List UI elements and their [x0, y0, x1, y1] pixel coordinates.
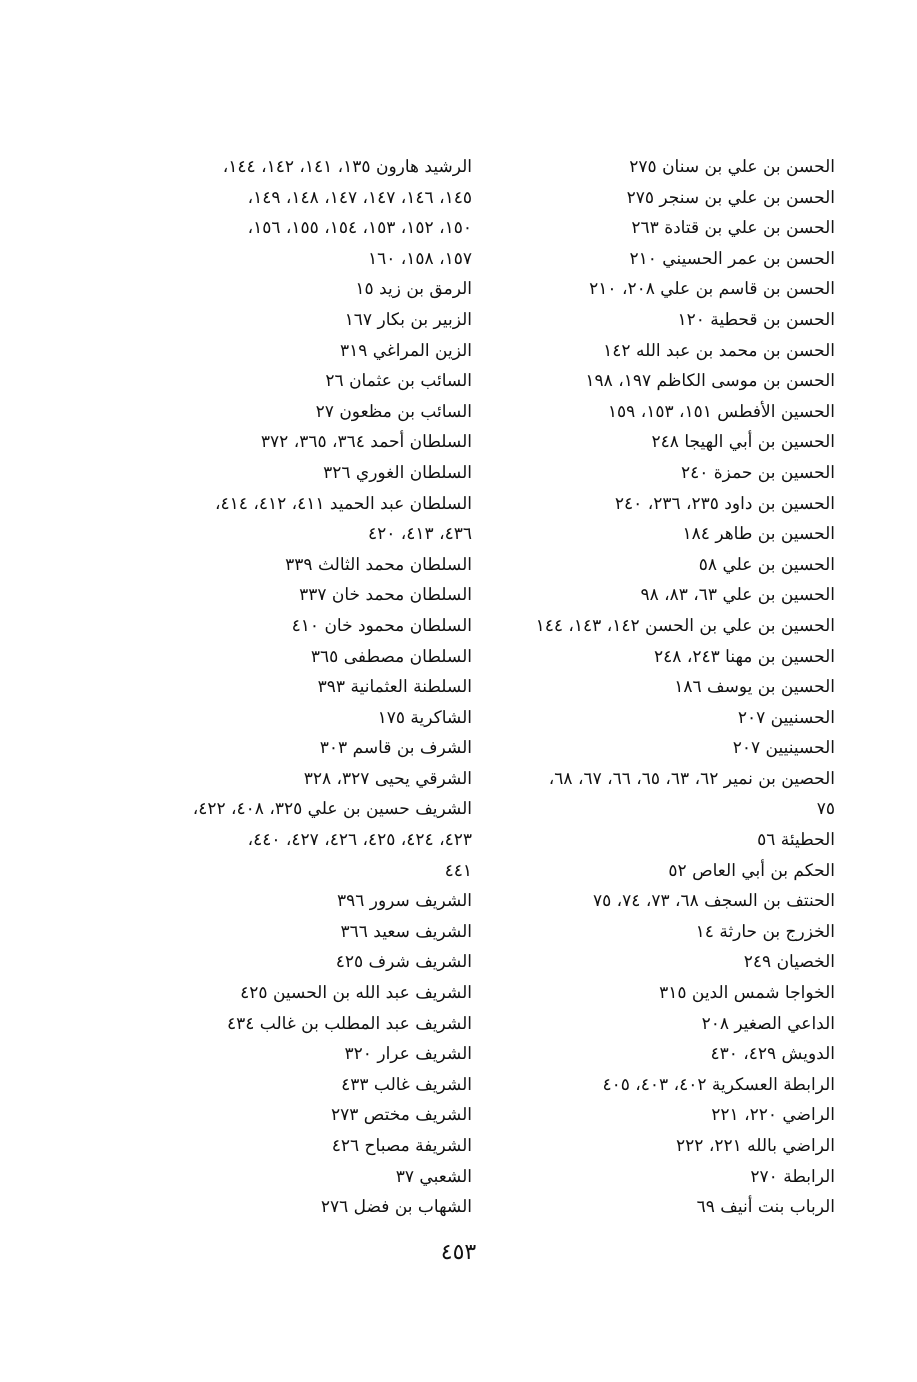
- index-entry: الشريف مختص ٢٧٣: [330, 1105, 472, 1126]
- index-entry: الحسين بن أبي الهيجا ٢٤٨: [651, 432, 835, 453]
- index-entry: ١٥٧، ١٥٨، ١٦٠: [368, 248, 472, 269]
- index-entry: الشريف عبد الله بن الحسين ٤٢٥: [240, 983, 472, 1004]
- index-entry: الحكم بن أبي العاص ٥٢: [668, 860, 835, 881]
- index-entry: الخصيان ٢٤٩: [743, 952, 835, 973]
- index-entry: الشريف سعيد ٣٦٦: [340, 921, 472, 942]
- index-entry: الخزرج بن حارثة ١٤: [695, 921, 835, 942]
- index-entry: الشريف سرور ٣٩٦: [336, 891, 472, 912]
- index-entry: الزبير بن بكار ١٦٧: [344, 309, 472, 330]
- index-entry: الحسين بن حمزة ٢٤٠: [680, 462, 835, 483]
- index-entry: السلطان عبد الحميد ٤١١، ٤١٢، ٤١٤،: [215, 493, 472, 514]
- index-entry: ١٤٥، ١٤٦، ١٤٧، ١٤٧، ١٤٨، ١٤٩،: [247, 187, 472, 208]
- index-entry: الرمق بن زيد ١٥: [355, 279, 472, 300]
- index-entry: ٤٣٦، ٤١٣، ٤٢٠: [368, 524, 472, 545]
- index-entry: الراضي بالله ٢٢١، ٢٢٢: [676, 1136, 835, 1156]
- index-entry: الحسينيين ٢٠٧: [732, 738, 835, 759]
- index-entry: الحسين بن علي بن الحسن ١٤٢، ١٤٣، ١٤٤: [535, 615, 835, 636]
- index-entry: السلطنة العثمانية ٣٩٣: [317, 677, 472, 698]
- index-entry: الحنتف بن السجف ٦٨، ٧٣، ٧٤، ٧٥: [593, 891, 835, 912]
- index-entry: الحسين الأفطس ١٥١، ١٥٣، ١٥٩: [607, 401, 835, 422]
- index-entry: الخواجا شمس الدين ٣١٥: [659, 983, 835, 1004]
- index-entry: السلطان الغوري ٣٢٦: [323, 462, 472, 483]
- index-entry: السائب بن عثمان ٢٦: [325, 371, 472, 392]
- index-entry: الحسين بن علي ٥٨: [698, 554, 835, 575]
- index-entry: الحسن بن علي بن قتادة ٢٦٣: [631, 218, 835, 239]
- index-entry: الحسنيين ٢٠٧: [737, 707, 835, 728]
- index-entry: الحصين بن نمير ٦٢، ٦٣، ٦٥، ٦٦، ٦٧، ٦٨،: [548, 768, 835, 789]
- index-entry: الحسن بن قحطية ١٢٠: [677, 309, 835, 330]
- index-entry: الحسن بن محمد بن عبد الله ١٤٢: [603, 340, 835, 361]
- index-entry: السلطان محمد خان ٣٣٧: [299, 585, 472, 606]
- index-entry: الشاكرية ١٧٥: [377, 707, 472, 728]
- index-entry: الحسين بن داود ٢٣٥، ٢٣٦، ٢٤٠: [614, 493, 835, 514]
- index-entry: الحسن بن قاسم بن علي ٢٠٨، ٢١٠: [589, 279, 835, 300]
- index-entry: الشريف حسين بن علي ٣٢٥، ٤٠٨، ٤٢٢،: [192, 799, 472, 820]
- index-entry: السلطان مصطفى ٣٦٥: [310, 646, 472, 667]
- index-entry: السلطان محمود خان ٤١٠: [291, 615, 472, 636]
- page-number: ٤٥٣: [440, 1240, 477, 1265]
- index-entry: الداعي الصغير ٢٠٨: [701, 1013, 835, 1034]
- index-entry: الشهاب بن فضل ٢٧٦: [320, 1197, 472, 1218]
- index-entry: الشرف بن قاسم ٣٠٣: [319, 738, 472, 759]
- index-entry: الحسين بن طاهر ١٨٤: [682, 524, 835, 545]
- index-entry: السلطان محمد الثالث ٣٣٩: [285, 554, 472, 575]
- index-entry: ٤٢٣، ٤٢٤، ٤٢٥، ٤٢٦، ٤٢٧، ٤٤٠،: [247, 830, 472, 851]
- index-entry: ٧٥: [816, 799, 835, 820]
- index-entry: الحسين بن مهنا ٢٤٣، ٢٤٨: [654, 646, 835, 667]
- index-entry: الشريف عرار ٣٢٠: [344, 1044, 472, 1065]
- index-entry: الحسين بن علي ٦٣، ٨٣، ٩٨: [640, 585, 835, 606]
- index-entry: السائب بن مظعون ٢٧: [315, 401, 472, 422]
- index-entry: الراضي ٢٢٠، ٢٢١: [711, 1105, 835, 1126]
- index-entry: الرشيد هارون ١٣٥، ١٤١، ١٤٢، ١٤٤،: [222, 157, 472, 177]
- index-entry: الحسن بن موسى الكاظم ١٩٧، ١٩٨: [585, 371, 835, 392]
- index-entry: الزين المراغي ٣١٩: [339, 340, 472, 361]
- index-entry: الرباب بنت أنيف ٦٩: [696, 1197, 835, 1218]
- index-entry: الحسن بن علي بن سنان ٢٧٥: [629, 157, 835, 177]
- index-column-right: [505, 152, 835, 1223]
- index-entry: الشريف عبد المطلب بن غالب ٤٣٤: [226, 1013, 472, 1034]
- index-entry: الحطيئة ٥٦: [757, 830, 835, 851]
- index-column-left: [142, 152, 472, 1223]
- index-entry: الحسين بن يوسف ١٨٦: [674, 677, 835, 698]
- index-entry: الشعبي ٣٧: [395, 1166, 472, 1187]
- index-entry: السلطان أحمد ٣٦٤، ٣٦٥، ٣٧٢: [260, 432, 472, 453]
- index-entry: الدويش ٤٢٩، ٤٣٠: [710, 1044, 835, 1065]
- index-entry: الشرقي يحيى ٣٢٧، ٣٢٨: [303, 768, 472, 789]
- index-entry: ٤٤١: [444, 860, 472, 881]
- index-entry: ١٥٠، ١٥٢، ١٥٣، ١٥٤، ١٥٥، ١٥٦،: [247, 218, 472, 239]
- index-entry: الرابطة ٢٧٠: [750, 1166, 835, 1187]
- index-entry: الشريف شرف ٤٢٥: [335, 952, 472, 973]
- index-entry: الرابطة العسكرية ٤٠٢، ٤٠٣، ٤٠٥: [602, 1074, 835, 1095]
- index-entry: الحسن بن علي بن سنجر ٢٧٥: [626, 187, 835, 208]
- index-entry: الشريف غالب ٤٣٣: [341, 1074, 472, 1095]
- index-entry: الحسن بن عمر الحسيني ٢١٠: [629, 248, 835, 269]
- index-entry: الشريفة مصباح ٤٢٦: [331, 1136, 472, 1156]
